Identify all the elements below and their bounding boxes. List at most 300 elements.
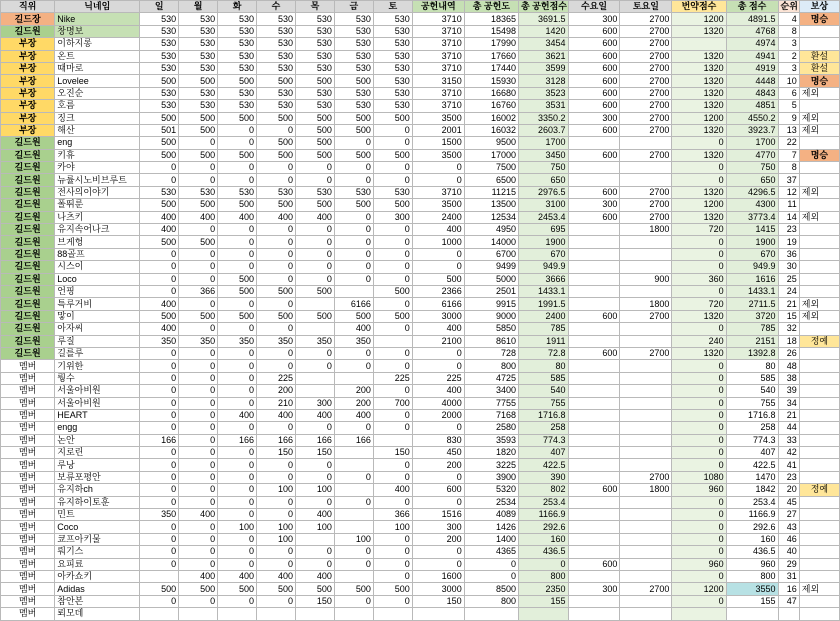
- cell-total-contrib[interactable]: 13500: [464, 199, 518, 211]
- cell-contrib-score[interactable]: 1900: [518, 236, 568, 248]
- cell-day-sat[interactable]: 0: [373, 558, 412, 570]
- cell-day-tue[interactable]: 0: [218, 224, 257, 236]
- cell-extra-score[interactable]: 0: [672, 360, 726, 372]
- cell-day-sun[interactable]: 0: [140, 285, 179, 297]
- cell-rank[interactable]: 37: [778, 174, 799, 186]
- cell-day-wed[interactable]: 0: [257, 558, 296, 570]
- col-fri[interactable]: 금: [334, 1, 373, 13]
- cell-day-tue[interactable]: 166: [218, 434, 257, 446]
- cell-day-sun[interactable]: 0: [140, 409, 179, 421]
- cell-day-sat[interactable]: 300: [373, 211, 412, 223]
- col-reward[interactable]: 보상: [799, 1, 839, 13]
- cell-nickname[interactable]: 폴뛰룬: [55, 199, 140, 211]
- cell-rank[interactable]: 8: [778, 25, 799, 37]
- cell-total-contrib[interactable]: 5850: [464, 323, 518, 335]
- cell-rank[interactable]: 24: [778, 285, 799, 297]
- cell-reward[interactable]: [799, 360, 839, 372]
- cell-day-sat[interactable]: [373, 608, 412, 620]
- cell-contrib-score[interactable]: 1716.8: [518, 409, 568, 421]
- cell-day-sun[interactable]: 0: [140, 397, 179, 409]
- table-row[interactable]: [1, 162, 840, 174]
- col-sun[interactable]: 일: [140, 1, 179, 13]
- cell-extra-score[interactable]: 0: [672, 285, 726, 297]
- cell-sat-raid[interactable]: [620, 285, 672, 297]
- cell-day-sun[interactable]: 0: [140, 447, 179, 459]
- cell-day-sat[interactable]: 0: [373, 496, 412, 508]
- cell-rank[interactable]: 19: [778, 236, 799, 248]
- cell-day-thu[interactable]: 400: [295, 211, 334, 223]
- cell-sat-raid[interactable]: [620, 236, 672, 248]
- cell-day-fri[interactable]: 530: [334, 13, 373, 25]
- cell-contrib-detail[interactable]: 400: [412, 224, 464, 236]
- cell-day-sun[interactable]: 530: [140, 87, 179, 99]
- cell-day-wed[interactable]: 150: [257, 447, 296, 459]
- cell-reward[interactable]: [799, 174, 839, 186]
- cell-day-wed[interactable]: 0: [257, 248, 296, 260]
- cell-day-mon[interactable]: 500: [179, 236, 218, 248]
- cell-contrib-detail[interactable]: 400: [412, 385, 464, 397]
- cell-sat-raid[interactable]: 2700: [620, 149, 672, 161]
- cell-day-sun[interactable]: 530: [140, 100, 179, 112]
- cell-contrib-score[interactable]: 949.9: [518, 261, 568, 273]
- cell-nickname[interactable]: 시스이: [55, 261, 140, 273]
- cell-day-fri[interactable]: [334, 484, 373, 496]
- cell-day-sat[interactable]: 0: [373, 385, 412, 397]
- cell-day-sun[interactable]: 530: [140, 62, 179, 74]
- cell-reward[interactable]: [799, 25, 839, 37]
- cell-contrib-score[interactable]: 3454: [518, 38, 568, 50]
- cell-day-mon[interactable]: 0: [179, 174, 218, 186]
- cell-nickname[interactable]: 논안: [55, 434, 140, 446]
- cell-day-tue[interactable]: [218, 608, 257, 620]
- table-row[interactable]: [1, 75, 840, 87]
- cell-sat-raid[interactable]: [620, 434, 672, 446]
- cell-reward[interactable]: 제외: [799, 298, 839, 310]
- cell-role[interactable]: 길드원: [1, 236, 55, 248]
- cell-contrib-detail[interactable]: 2400: [412, 211, 464, 223]
- cell-day-fri[interactable]: [334, 459, 373, 471]
- table-row[interactable]: [1, 459, 840, 471]
- cell-total-contrib[interactable]: 2534: [464, 496, 518, 508]
- cell-day-tue[interactable]: 0: [218, 360, 257, 372]
- cell-wed-raid[interactable]: [568, 261, 620, 273]
- cell-role[interactable]: 길드원: [1, 137, 55, 149]
- cell-role[interactable]: 멤버: [1, 434, 55, 446]
- cell-extra-score[interactable]: 0: [672, 372, 726, 384]
- cell-day-wed[interactable]: 500: [257, 137, 296, 149]
- cell-final-score[interactable]: 1716.8: [726, 409, 778, 421]
- cell-day-sat[interactable]: 0: [373, 459, 412, 471]
- cell-extra-score[interactable]: 240: [672, 335, 726, 347]
- cell-day-mon[interactable]: 400: [179, 509, 218, 521]
- cell-reward[interactable]: [799, 608, 839, 620]
- cell-day-fri[interactable]: 400: [334, 323, 373, 335]
- col-wed[interactable]: 수: [257, 1, 296, 13]
- cell-day-sun[interactable]: 0: [140, 496, 179, 508]
- table-row[interactable]: [1, 533, 840, 545]
- cell-wed-raid[interactable]: [568, 162, 620, 174]
- cell-role[interactable]: 길드원: [1, 285, 55, 297]
- cell-nickname[interactable]: 뢰모데: [55, 608, 140, 620]
- cell-total-contrib[interactable]: 2501: [464, 285, 518, 297]
- cell-role[interactable]: 길드원: [1, 186, 55, 198]
- cell-day-fri[interactable]: 0: [334, 273, 373, 285]
- cell-total-contrib[interactable]: 728: [464, 347, 518, 359]
- cell-day-tue[interactable]: 0: [218, 447, 257, 459]
- cell-final-score[interactable]: 155: [726, 595, 778, 607]
- cell-extra-score[interactable]: 1080: [672, 471, 726, 483]
- cell-contrib-detail[interactable]: 0: [412, 558, 464, 570]
- cell-reward[interactable]: [799, 409, 839, 421]
- cell-reward[interactable]: [799, 224, 839, 236]
- cell-day-fri[interactable]: [334, 285, 373, 297]
- cell-role[interactable]: 길드원: [1, 310, 55, 322]
- cell-sat-raid[interactable]: 2700: [620, 87, 672, 99]
- cell-day-fri[interactable]: 0: [334, 162, 373, 174]
- cell-final-score[interactable]: 949.9: [726, 261, 778, 273]
- cell-reward[interactable]: 명승: [799, 75, 839, 87]
- cell-day-sun[interactable]: 530: [140, 13, 179, 25]
- cell-reward[interactable]: 명승: [799, 13, 839, 25]
- cell-extra-score[interactable]: 0: [672, 496, 726, 508]
- cell-wed-raid[interactable]: 300: [568, 583, 620, 595]
- cell-role[interactable]: 멤버: [1, 360, 55, 372]
- cell-rank[interactable]: 3: [778, 62, 799, 74]
- cell-day-mon[interactable]: 530: [179, 100, 218, 112]
- cell-day-sat[interactable]: 0: [373, 174, 412, 186]
- cell-day-tue[interactable]: 0: [218, 558, 257, 570]
- cell-wed-raid[interactable]: [568, 546, 620, 558]
- cell-role[interactable]: 부장: [1, 38, 55, 50]
- cell-day-sat[interactable]: 150: [373, 447, 412, 459]
- cell-final-score[interactable]: 1392.8: [726, 347, 778, 359]
- cell-day-sat[interactable]: 500: [373, 149, 412, 161]
- cell-role[interactable]: 부장: [1, 124, 55, 136]
- cell-wed-raid[interactable]: [568, 248, 620, 260]
- cell-reward[interactable]: [799, 434, 839, 446]
- cell-reward[interactable]: [799, 521, 839, 533]
- cell-day-sun[interactable]: 530: [140, 50, 179, 62]
- cell-contrib-detail[interactable]: 2366: [412, 285, 464, 297]
- cell-wed-raid[interactable]: [568, 285, 620, 297]
- cell-nickname[interactable]: 유지하이토훈: [55, 496, 140, 508]
- cell-extra-score[interactable]: 0: [672, 162, 726, 174]
- cell-contrib-score[interactable]: 585: [518, 372, 568, 384]
- cell-day-wed[interactable]: 166: [257, 434, 296, 446]
- cell-day-wed[interactable]: 530: [257, 87, 296, 99]
- cell-day-sun[interactable]: 530: [140, 25, 179, 37]
- cell-day-sat[interactable]: 530: [373, 186, 412, 198]
- cell-nickname[interactable]: 때마로: [55, 62, 140, 74]
- cell-extra-score[interactable]: 720: [672, 224, 726, 236]
- cell-contrib-detail[interactable]: 1516: [412, 509, 464, 521]
- cell-total-contrib[interactable]: 16760: [464, 100, 518, 112]
- cell-day-thu[interactable]: 530: [295, 13, 334, 25]
- table-row[interactable]: [1, 434, 840, 446]
- cell-sat-raid[interactable]: 2700: [620, 471, 672, 483]
- cell-day-thu[interactable]: [295, 385, 334, 397]
- cell-day-tue[interactable]: 0: [218, 174, 257, 186]
- cell-day-wed[interactable]: 0: [257, 509, 296, 521]
- cell-total-contrib[interactable]: 16002: [464, 112, 518, 124]
- cell-wed-raid[interactable]: [568, 137, 620, 149]
- cell-wed-raid[interactable]: [568, 298, 620, 310]
- cell-extra-score[interactable]: 1200: [672, 199, 726, 211]
- cell-day-tue[interactable]: 0: [218, 422, 257, 434]
- table-row[interactable]: [1, 149, 840, 161]
- cell-final-score[interactable]: 3550: [726, 583, 778, 595]
- cell-sat-raid[interactable]: 2700: [620, 38, 672, 50]
- cell-day-tue[interactable]: 530: [218, 62, 257, 74]
- cell-rank[interactable]: 4: [778, 13, 799, 25]
- col-thu[interactable]: 목: [295, 1, 334, 13]
- cell-extra-score[interactable]: 1320: [672, 124, 726, 136]
- cell-wed-raid[interactable]: [568, 570, 620, 582]
- cell-day-thu[interactable]: 0: [295, 422, 334, 434]
- cell-nickname[interactable]: 뤄기스: [55, 546, 140, 558]
- col-sat[interactable]: 토: [373, 1, 412, 13]
- cell-reward[interactable]: [799, 285, 839, 297]
- cell-extra-score[interactable]: 0: [672, 174, 726, 186]
- cell-day-wed[interactable]: 0: [257, 323, 296, 335]
- cell-day-mon[interactable]: 0: [179, 273, 218, 285]
- cell-role[interactable]: 길드원: [1, 174, 55, 186]
- cell-extra-score[interactable]: 0: [672, 409, 726, 421]
- cell-total-contrib[interactable]: 5000: [464, 273, 518, 285]
- cell-day-wed[interactable]: 100: [257, 521, 296, 533]
- cell-contrib-detail[interactable]: 1600: [412, 570, 464, 582]
- cell-extra-score[interactable]: 0: [672, 533, 726, 545]
- cell-final-score[interactable]: 422.5: [726, 459, 778, 471]
- cell-contrib-detail[interactable]: 3710: [412, 50, 464, 62]
- cell-day-mon[interactable]: 0: [179, 261, 218, 273]
- cell-nickname[interactable]: eng: [55, 137, 140, 149]
- table-row[interactable]: [1, 261, 840, 273]
- cell-extra-score[interactable]: 0: [672, 137, 726, 149]
- cell-wed-raid[interactable]: [568, 422, 620, 434]
- col-rank[interactable]: 순위: [778, 1, 799, 13]
- cell-day-thu[interactable]: 0: [295, 174, 334, 186]
- cell-day-fri[interactable]: 350: [334, 335, 373, 347]
- cell-sat-raid[interactable]: 2700: [620, 62, 672, 74]
- cell-final-score[interactable]: 3923.7: [726, 124, 778, 136]
- cell-rank[interactable]: 8: [778, 162, 799, 174]
- cell-total-contrib[interactable]: 800: [464, 595, 518, 607]
- table-row[interactable]: [1, 25, 840, 37]
- cell-extra-score[interactable]: 0: [672, 422, 726, 434]
- cell-final-score[interactable]: 1700: [726, 137, 778, 149]
- cell-final-score[interactable]: 436.5: [726, 546, 778, 558]
- cell-extra-score[interactable]: 0: [672, 509, 726, 521]
- cell-day-mon[interactable]: 400: [179, 211, 218, 223]
- cell-day-fri[interactable]: 500: [334, 199, 373, 211]
- cell-rank[interactable]: 5: [778, 100, 799, 112]
- cell-total-contrib[interactable]: 9000: [464, 310, 518, 322]
- cell-day-mon[interactable]: 530: [179, 50, 218, 62]
- cell-day-fri[interactable]: 500: [334, 149, 373, 161]
- cell-final-score[interactable]: 3773.4: [726, 211, 778, 223]
- cell-extra-score[interactable]: 0: [672, 447, 726, 459]
- col-total-contrib[interactable]: 총 공헌도: [464, 1, 518, 13]
- cell-nickname[interactable]: 이하지롱: [55, 38, 140, 50]
- cell-role[interactable]: 길드원: [1, 335, 55, 347]
- cell-total-contrib[interactable]: 0: [464, 570, 518, 582]
- cell-contrib-detail[interactable]: 1000: [412, 236, 464, 248]
- cell-role[interactable]: 멤버: [1, 546, 55, 558]
- cell-day-mon[interactable]: 500: [179, 75, 218, 87]
- cell-day-sat[interactable]: 0: [373, 261, 412, 273]
- cell-day-sat[interactable]: 500: [373, 112, 412, 124]
- cell-day-sat[interactable]: 0: [373, 124, 412, 136]
- cell-day-thu[interactable]: 0: [295, 162, 334, 174]
- cell-nickname[interactable]: 보류포평안: [55, 471, 140, 483]
- cell-nickname[interactable]: 온트: [55, 50, 140, 62]
- table-row[interactable]: [1, 50, 840, 62]
- table-row[interactable]: [1, 186, 840, 198]
- cell-sat-raid[interactable]: [620, 595, 672, 607]
- cell-rank[interactable]: 42: [778, 447, 799, 459]
- cell-total-contrib[interactable]: 12534: [464, 211, 518, 223]
- cell-day-mon[interactable]: 0: [179, 385, 218, 397]
- cell-wed-raid[interactable]: [568, 459, 620, 471]
- cell-day-thu[interactable]: 0: [295, 558, 334, 570]
- cell-reward[interactable]: [799, 385, 839, 397]
- cell-extra-score[interactable]: 960: [672, 484, 726, 496]
- cell-day-wed[interactable]: 0: [257, 360, 296, 372]
- cell-final-score[interactable]: 4941: [726, 50, 778, 62]
- cell-role[interactable]: 멤버: [1, 372, 55, 384]
- cell-final-score[interactable]: 1415: [726, 224, 778, 236]
- cell-total-contrib[interactable]: 16680: [464, 87, 518, 99]
- cell-sat-raid[interactable]: [620, 137, 672, 149]
- cell-day-thu[interactable]: 0: [295, 546, 334, 558]
- cell-sat-raid[interactable]: [620, 248, 672, 260]
- cell-rank[interactable]: 23: [778, 224, 799, 236]
- cell-reward[interactable]: [799, 447, 839, 459]
- cell-day-sun[interactable]: 0: [140, 558, 179, 570]
- cell-nickname[interactable]: 길를루: [55, 347, 140, 359]
- cell-wed-raid[interactable]: [568, 335, 620, 347]
- cell-total-contrib[interactable]: 4725: [464, 372, 518, 384]
- cell-role[interactable]: 부장: [1, 87, 55, 99]
- cell-day-fri[interactable]: 500: [334, 583, 373, 595]
- table-row[interactable]: [1, 347, 840, 359]
- cell-day-sun[interactable]: 0: [140, 521, 179, 533]
- cell-contrib-detail[interactable]: 2100: [412, 335, 464, 347]
- cell-extra-score[interactable]: 0: [672, 397, 726, 409]
- cell-nickname[interactable]: 오진순: [55, 87, 140, 99]
- cell-rank[interactable]: 7: [778, 149, 799, 161]
- cell-contrib-detail[interactable]: 830: [412, 434, 464, 446]
- cell-contrib-score[interactable]: 72.8: [518, 347, 568, 359]
- cell-contrib-detail[interactable]: 3500: [412, 199, 464, 211]
- cell-day-mon[interactable]: 0: [179, 347, 218, 359]
- cell-day-thu[interactable]: 500: [295, 199, 334, 211]
- cell-day-sun[interactable]: 350: [140, 509, 179, 521]
- cell-contrib-score[interactable]: 155: [518, 595, 568, 607]
- cell-day-thu[interactable]: 530: [295, 87, 334, 99]
- cell-sat-raid[interactable]: [620, 261, 672, 273]
- cell-reward[interactable]: [799, 509, 839, 521]
- cell-reward[interactable]: 제외: [799, 87, 839, 99]
- cell-day-wed[interactable]: 0: [257, 261, 296, 273]
- cell-day-sat[interactable]: 225: [373, 372, 412, 384]
- cell-total-contrib[interactable]: 3593: [464, 434, 518, 446]
- cell-rank[interactable]: 44: [778, 422, 799, 434]
- cell-wed-raid[interactable]: [568, 360, 620, 372]
- cell-extra-score[interactable]: 720: [672, 298, 726, 310]
- col-wed-raid[interactable]: 수요일: [568, 1, 620, 13]
- cell-reward[interactable]: 환설: [799, 50, 839, 62]
- cell-day-thu[interactable]: 500: [295, 310, 334, 322]
- cell-final-score[interactable]: 750: [726, 162, 778, 174]
- cell-day-wed[interactable]: 530: [257, 186, 296, 198]
- cell-day-thu[interactable]: 0: [295, 360, 334, 372]
- cell-wed-raid[interactable]: [568, 409, 620, 421]
- cell-wed-raid[interactable]: [568, 608, 620, 620]
- cell-reward[interactable]: [799, 496, 839, 508]
- cell-rank[interactable]: 34: [778, 397, 799, 409]
- cell-day-thu[interactable]: [295, 298, 334, 310]
- cell-nickname[interactable]: HEART: [55, 409, 140, 421]
- cell-day-tue[interactable]: 500: [218, 273, 257, 285]
- cell-wed-raid[interactable]: [568, 509, 620, 521]
- cell-contrib-detail[interactable]: 600: [412, 484, 464, 496]
- cell-role[interactable]: 길드장: [1, 13, 55, 25]
- cell-contrib-detail[interactable]: 450: [412, 447, 464, 459]
- cell-extra-score[interactable]: 1320: [672, 75, 726, 87]
- cell-day-thu[interactable]: 166: [295, 434, 334, 446]
- cell-contrib-detail[interactable]: 3710: [412, 100, 464, 112]
- cell-total-contrib[interactable]: 3400: [464, 385, 518, 397]
- cell-nickname[interactable]: 유지하ch: [55, 484, 140, 496]
- table-row[interactable]: [1, 509, 840, 521]
- cell-day-fri[interactable]: 0: [334, 224, 373, 236]
- cell-day-fri[interactable]: 0: [334, 595, 373, 607]
- cell-nickname[interactable]: 전사의이야기: [55, 186, 140, 198]
- cell-role[interactable]: 멤버: [1, 558, 55, 570]
- cell-day-sat[interactable]: 0: [373, 347, 412, 359]
- cell-role[interactable]: 길드원: [1, 211, 55, 223]
- cell-day-mon[interactable]: 0: [179, 224, 218, 236]
- cell-final-score[interactable]: 4296.5: [726, 186, 778, 198]
- cell-role[interactable]: 길드원: [1, 323, 55, 335]
- cell-final-score[interactable]: 3720: [726, 310, 778, 322]
- cell-rank[interactable]: 2: [778, 50, 799, 62]
- cell-day-mon[interactable]: 0: [179, 360, 218, 372]
- cell-contrib-detail[interactable]: 200: [412, 533, 464, 545]
- cell-day-wed[interactable]: 100: [257, 533, 296, 545]
- cell-extra-score[interactable]: 1200: [672, 13, 726, 25]
- cell-sat-raid[interactable]: [620, 608, 672, 620]
- cell-day-sat[interactable]: 366: [373, 509, 412, 521]
- cell-final-score[interactable]: 4851: [726, 100, 778, 112]
- cell-nickname[interactable]: 언핑: [55, 285, 140, 297]
- cell-day-fri[interactable]: [334, 570, 373, 582]
- cell-contrib-score[interactable]: 1433.1: [518, 285, 568, 297]
- cell-day-thu[interactable]: 400: [295, 509, 334, 521]
- table-row[interactable]: [1, 199, 840, 211]
- cell-contrib-score[interactable]: 1166.9: [518, 509, 568, 521]
- cell-day-sun[interactable]: [140, 570, 179, 582]
- cell-day-tue[interactable]: 0: [218, 471, 257, 483]
- cell-extra-score[interactable]: 1320: [672, 62, 726, 74]
- cell-day-fri[interactable]: 200: [334, 397, 373, 409]
- cell-day-fri[interactable]: 6166: [334, 298, 373, 310]
- cell-contrib-score[interactable]: 292.6: [518, 521, 568, 533]
- cell-contrib-score[interactable]: 3128: [518, 75, 568, 87]
- cell-day-sun[interactable]: 0: [140, 484, 179, 496]
